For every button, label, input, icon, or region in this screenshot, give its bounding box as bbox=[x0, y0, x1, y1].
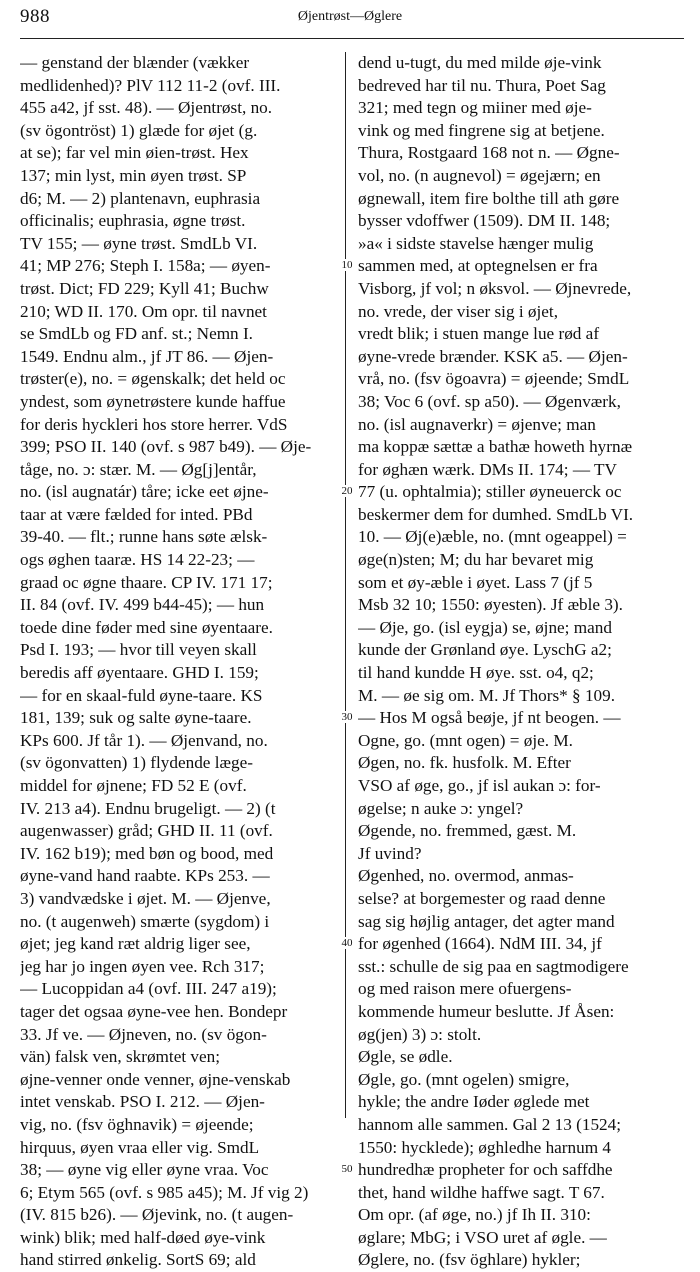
text-line: no. (t augenweh) smærte (sygdom) i bbox=[20, 911, 270, 931]
line-number: 40 bbox=[338, 937, 356, 949]
text-line: Visborg, jf vol; n øksvol. — Øjnevrede, bbox=[358, 278, 632, 298]
text-line: bedreved har til nu. Thura, Poet Sag bbox=[358, 75, 606, 95]
text-line: selse? at borgemester og raad denne bbox=[358, 888, 606, 908]
text-line: at se); far vel min øien-trøst. Hex bbox=[20, 143, 249, 163]
text-line: officinalis; euphrasia, øgne trøst. bbox=[20, 211, 246, 231]
text-line: tåge, no. ɔ: stær. M. — Øg[j]entår, bbox=[20, 459, 257, 479]
line-number: 10 bbox=[338, 259, 356, 271]
text-line: 38; — øyne vig eller øyne vraa. Voc bbox=[20, 1160, 269, 1180]
text-line: Om opr. (af øge, no.) jf Ih II. 310: bbox=[358, 1205, 591, 1225]
text-line: VSO af øge, go., jf isl aukan ɔ: for- bbox=[358, 776, 601, 795]
text-line: sag sig højlig antager, det agter mand bbox=[358, 911, 615, 931]
text-line: thet, hand wildhe haffwe sagt. T 67. bbox=[358, 1182, 605, 1202]
text-line: 10. — Øj(e)æble, no. (mnt ogeappel) = bbox=[358, 527, 627, 547]
text-line: 181, 139; suk og salte øyne-taare. bbox=[20, 708, 252, 728]
text-line: jeg har jo ingen øyen vee. Rch 317; bbox=[20, 956, 265, 976]
text-line: Øgle, se ødle. bbox=[358, 1047, 453, 1067]
text-line: sammen med, at optegnelsen er fra bbox=[358, 256, 598, 276]
text-line: øge(n)sten; M; du har bevaret mig bbox=[358, 550, 594, 570]
text-line: og med raison mere ofuergens- bbox=[358, 979, 572, 999]
text-line: 137; min lyst, min øyen trøst. SP bbox=[20, 165, 247, 185]
text-line: vol, no. (n augnevol) = øgejærn; en bbox=[358, 165, 601, 185]
text-line: vrå, no. (fsv ögoavra) = øjeende; SmdL bbox=[358, 369, 630, 389]
text-line: bysser vdoffwer (1509). DM II. 148; bbox=[358, 211, 611, 231]
text-line: M. — øe sig om. M. Jf Thors* § 109. bbox=[358, 685, 616, 705]
text-line: hundredhæ propheter for och saffdhe bbox=[358, 1160, 613, 1180]
right-column bbox=[358, 52, 684, 1272]
text-line: øjet; jeg kand ræt aldrig liger see, bbox=[20, 934, 251, 954]
text-line: middel for øjnene; FD 52 E (ovf. bbox=[20, 776, 247, 795]
text-line: yndest, som øynetrøstere kunde haffue bbox=[20, 391, 286, 411]
text-line: vredt blik; i stuen mange lue rød af bbox=[358, 324, 600, 344]
text-line: taar at være fælded for inted. PBd bbox=[20, 504, 253, 524]
text-line: 3) vandvædske i øjet. M. — Øjenve, bbox=[20, 888, 271, 908]
line-number-gutter bbox=[338, 52, 356, 1176]
text-line: 38; Voc 6 (ovf. sp a50). — Øgenværk, bbox=[358, 391, 621, 411]
text-line: 399; PSO II. 140 (ovf. s 987 b49). — Øje- bbox=[20, 437, 312, 457]
text-line: 6; Etym 565 (ovf. s 985 a45); M. Jf vig 2) bbox=[20, 1182, 309, 1202]
text-line: augenwasser) gråd; GHD II. 11 (ovf. bbox=[20, 821, 273, 841]
text-line: d6; M. — 2) plantenavn, euphrasia bbox=[20, 188, 261, 208]
text-line: Øgen, no. fk. husfolk. M. Efter bbox=[358, 753, 571, 773]
text-line: hand stirred ønkelig. SortS 69; ald bbox=[20, 1250, 256, 1270]
text-line: medlidenhed)? PlV 112 11-2 (ovf. III. bbox=[20, 75, 281, 95]
text-line: øgnewall, item fire bolthe till ath gøre bbox=[358, 188, 620, 208]
text-line: øgelse; n auke ɔ: yngel? bbox=[358, 798, 524, 818]
text-line: »a« i sidste stavelse hænger mulig bbox=[358, 233, 594, 253]
text-line: no. (isl augnaverkr) = øjenve; man bbox=[358, 414, 596, 434]
text-line: øjne-venner onde venner, øjne-venskab bbox=[20, 1069, 291, 1089]
text-line: Øgle, go. (mnt ogelen) smigre, bbox=[358, 1069, 570, 1089]
text-line: for øgenhed (1664). NdM III. 34, jf bbox=[358, 934, 602, 954]
text-line: se SmdLb og FD anf. st.; Nemn I. bbox=[20, 324, 253, 344]
page-number: 988 bbox=[20, 6, 50, 27]
text-line: II. 84 (ovf. IV. 499 b44-45); — hun bbox=[20, 595, 265, 615]
text-line: 41; MP 276; Steph I. 158a; — øyen- bbox=[20, 256, 271, 276]
text-line: 39-40. — flt.; runne hans søte ælsk- bbox=[20, 527, 268, 547]
text-line: vink og med fingrene sig at betjene. bbox=[358, 120, 605, 140]
text-line: til hand kundde H øye. sst. o4, q2; bbox=[358, 663, 594, 683]
text-line: 1549. Endnu alm., jf JT 86. — Øjen- bbox=[20, 346, 274, 366]
header-rule bbox=[20, 38, 684, 39]
text-line: beredis aff øyentaare. GHD I. 159; bbox=[20, 663, 259, 683]
text-line: Øgenhed, no. overmod, anmas- bbox=[358, 866, 574, 886]
line-number: 20 bbox=[338, 485, 356, 497]
text-line: no. (isl augnatár) tåre; icke eet øjne- bbox=[20, 482, 269, 502]
text-line: øg(jen) 3) ɔ: stolt. bbox=[358, 1024, 482, 1044]
text-line: øyne-vand hand raabte. KPs 253. — bbox=[20, 866, 270, 886]
text-line: vig, no. (fsv öghnavik) = øjeende; bbox=[20, 1114, 254, 1134]
text-line: hykle; the andre Iøder øglede met bbox=[358, 1092, 590, 1112]
text-line: trøster(e), no. = øgenskalk; det held oc bbox=[20, 369, 286, 389]
text-line: — Lucoppidan a4 (ovf. III. 247 a19); bbox=[20, 979, 277, 999]
text-line: sst.: schulle de sig paa en sagtmodigere bbox=[358, 956, 629, 976]
text-line: Øglere, no. (fsv öghlare) hykler; bbox=[358, 1250, 581, 1270]
text-line: TV 155; — øyne trøst. SmdLb VI. bbox=[20, 233, 258, 253]
text-line: KPs 600. Jf tår 1). — Øjenvand, no. bbox=[20, 730, 268, 750]
text-line: ma koppæ sættæ a bathæ howeth hyrnæ bbox=[358, 437, 633, 457]
text-line: IV. 162 b19); med bøn og bood, med bbox=[20, 843, 274, 863]
text-line: øyne-vrede brænder. KSK a5. — Øjen- bbox=[358, 346, 628, 366]
text-line: Jf uvind? bbox=[358, 843, 422, 863]
text-line: — Øje, go. (isl eygja) se, øjne; mand bbox=[358, 617, 612, 637]
text-line: 455 a42, jf sst. 48). — Øjentrøst, no. bbox=[20, 98, 273, 118]
text-line: dend u-tugt, du med milde øje-vink bbox=[358, 53, 602, 72]
text-line: Msb 32 10; 1550: øyesten). Jf æble 3). bbox=[358, 595, 623, 615]
text-line: wink) blik; med half-døed øye-vink bbox=[20, 1227, 266, 1247]
text-line: — for en skaal-fuld øyne-taare. KS bbox=[20, 685, 263, 705]
text-line: 77 (u. ophtalmia); stiller øyneuerck oc bbox=[358, 482, 622, 502]
text-line: 1550: hycklede); øghledhe harnum 4 bbox=[358, 1137, 611, 1157]
text-line: — Hos M også beøje, jf nt beogen. — bbox=[358, 708, 621, 728]
text-line: trøst. Dict; FD 229; Kyll 41; Buchw bbox=[20, 278, 269, 298]
text-line: som et øy-æble i øyet. Lass 7 (jf 5 bbox=[358, 572, 593, 592]
text-line: (IV. 815 b26). — Øjevink, no. (t augen- bbox=[20, 1205, 294, 1225]
text-line: no. vrede, der viser sig i øjet, bbox=[358, 301, 558, 321]
text-line: (sv ögontröst) 1) glæde for øjet (g. bbox=[20, 120, 258, 140]
left-column bbox=[20, 52, 344, 1272]
text-line: øglare; MbG; i VSO uret af øgle. — bbox=[358, 1227, 607, 1247]
text-line: 210; WD II. 170. Om opr. til navnet bbox=[20, 301, 267, 321]
text-line: Ogne, go. (mnt ogen) = øje. M. bbox=[358, 730, 573, 750]
text-line: Thura, Rostgaard 168 not n. — Øgne- bbox=[358, 143, 620, 163]
text-line: hannom alle sammen. Gal 2 13 (1524; bbox=[358, 1114, 622, 1134]
text-line: 321; med tegn og miiner med øje- bbox=[358, 98, 592, 118]
text-line: beskermer dem for dumhed. SmdLb VI. bbox=[358, 504, 634, 524]
text-line: IV. 213 a4). Endnu brugeligt. — 2) (t bbox=[20, 798, 276, 818]
text-line: vän) falsk ven, skrømtet ven; bbox=[20, 1047, 220, 1067]
text-line: hirquus, øyen vraa eller vig. SmdL bbox=[20, 1137, 260, 1157]
text-line: toede dine føder med sine øyentaare. bbox=[20, 617, 273, 637]
text-line: Psd I. 193; — hvor till veyen skall bbox=[20, 640, 257, 660]
text-line: Øgende, no. fremmed, gæst. M. bbox=[358, 821, 577, 841]
running-head: Øjentrøst—Øglere bbox=[297, 9, 403, 24]
line-number: 50 bbox=[338, 1163, 356, 1175]
text-line: kommende humeur beslutte. Jf Åsen: bbox=[358, 1001, 615, 1021]
text-line: for deris hyckleri hos store herrer. VdS bbox=[20, 414, 288, 434]
text-line: for øghæn wærk. DMs II. 174; — TV bbox=[358, 459, 617, 479]
text-line: 33. Jf ve. — Øjneven, no. (sv ögon- bbox=[20, 1024, 267, 1044]
text-line: ogs øghen taaræ. HS 14 22-23; — bbox=[20, 550, 255, 570]
text-line: — genstand der blænder (vækker bbox=[20, 53, 250, 72]
text-line: graad oc øgne thaare. CP IV. 171 17; bbox=[20, 572, 273, 592]
text-line: (sv ögonvatten) 1) flydende læge- bbox=[20, 753, 253, 773]
text-line: intet venskab. PSO I. 212. — Øjen- bbox=[20, 1092, 265, 1112]
text-line: kunde der Grønland øye. LyschG a2; bbox=[358, 640, 612, 660]
line-number: 30 bbox=[338, 711, 356, 723]
text-line: tager det ogsaa øyne-vee hen. Bondepr bbox=[20, 1001, 288, 1021]
